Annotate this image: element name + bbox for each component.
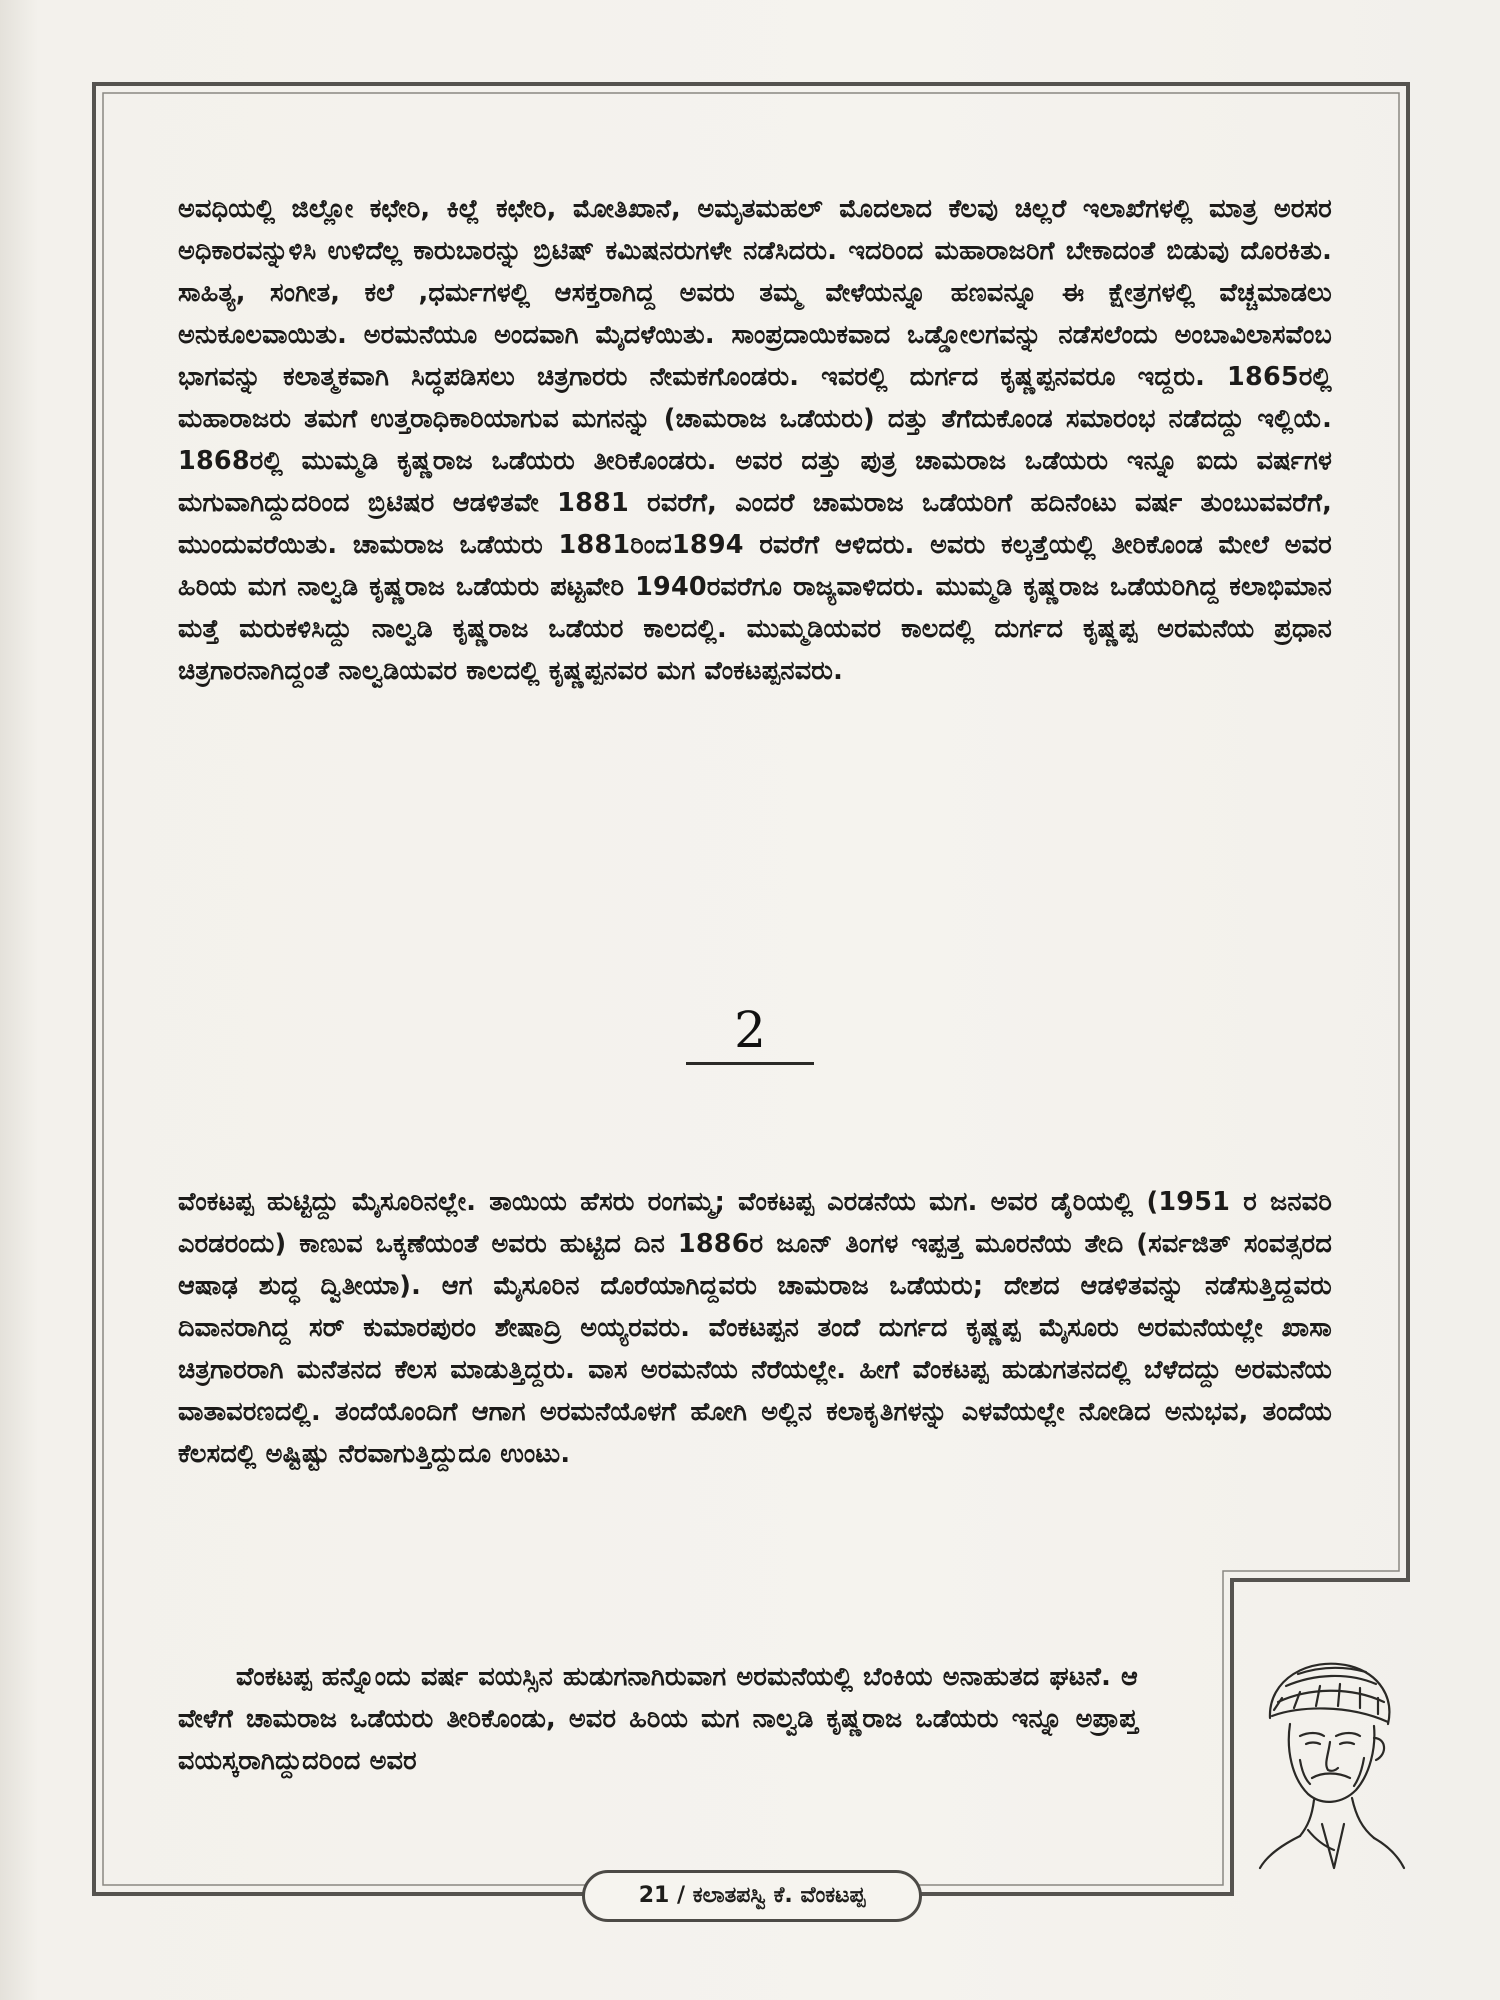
section-number: 2 [734,1001,766,1059]
page-footer-label: 21 / ಕಲಾತಪಸ್ವಿ ಕೆ. ವೆಂಕಟಪ್ಪ [582,1870,922,1922]
paragraph-history: ಅವಧಿಯಲ್ಲಿ ಜಿಲ್ಲೋ ಕಛೇರಿ, ಕಿಲ್ಲೆ ಕಛೇರಿ, ಮೋತಿಖಾನೆ, ಅಮೃತಮಹಲ್ ಮೊದಲಾದ ಕೆಲವು ಚಿಲ್ಲರೆ ಇಲಾಖೆಗಳಲ್ಲಿ ಮಾತ್ರ ಅರಸರ ಅಧಿಕಾರವನ್ನುಳಿಸಿ ಉಳಿದೆಲ್ಲ ಕಾರುಬಾರನ್ನು ಬ್ರಿಟಿಷ್ ಕಮಿಷನರುಗಳೇ ನಡೆಸಿದರು. ಇದರಿಂದ ಮಹಾರಾಜರಿಗೆ ಬೇಕಾದಂತೆ ಬಿಡುವು ದೊರಕಿತು. ಸಾಹಿತ್ಯ, ಸಂಗೀತ, ಕಲೆ ,ಧರ್ಮಗಳಲ್ಲಿ ಆಸಕ್ತರಾಗಿದ್ದ ಅವರು ತಮ್ಮ ವೇಳೆಯನ್ನೂ ಹಣವನ್ನೂ ಈ ಕ್ಷೇತ್ರಗಳಲ್ಲಿ ವೆಚ್ಚಮಾಡಲು ಅನುಕೂಲವಾಯಿತು. ಅರಮನೆಯೂ ಅಂದವಾಗಿ ಮೈದಳೆಯಿತು. ಸಾಂಪ್ರದಾಯಿಕವಾದ ಒಡ್ಡೋಲಗವನ್ನು ನಡೆಸಲೆಂದು ಅಂಬಾವಿಲಾಸವೆಂಬ ಭಾಗವನ್ನು ಕಲಾತ್ಮಕವಾಗಿ ಸಿದ್ಧಪಡಿಸಲು ಚಿತ್ರಗಾರರು ನೇಮಕಗೊಂಡರು. ಇವರಲ್ಲಿ ದುರ್ಗದ ಕೃಷ್ಣಪ್ಪನವರೂ ಇದ್ದರು. 1865ರಲ್ಲಿ ಮಹಾರಾಜರು ತಮಗೆ ಉತ್ತರಾಧಿಕಾರಿಯಾಗುವ ಮಗನನ್ನು (ಚಾಮರಾಜ ಒಡೆಯರು) ದತ್ತು ತೆಗೆದುಕೊಂಡ ಸಮಾರಂಭ ನಡೆದದ್ದು ಇಲ್ಲಿಯೆ. 1868ರಲ್ಲಿ ಮುಮ್ಮಡಿ ಕೃಷ್ಣರಾಜ ಒಡೆಯರು ತೀರಿಕೊಂಡರು. ಅವರ ದತ್ತು ಪುತ್ರ ಚಾಮರಾಜ ಒಡೆಯರು ಇನ್ನೂ ಐದು ವರ್ಷಗಳ ಮಗುವಾಗಿದ್ದುದರಿಂದ ಬ್ರಿಟಿಷರ ಆಡಳಿತವೇ 1881 ರವರೆಗೆ, ಎಂದರೆ ಚಾಮರಾಜ ಒಡೆಯರಿಗೆ ಹದಿನೆಂಟು ವರ್ಷ ತುಂಬುವವರೆಗೆ, ಮುಂದುವರೆಯಿತು. ಚಾಮರಾಜ ಒಡೆಯರು 1881ರಿಂದ1894 ರವರೆಗೆ ಆಳಿದರು. ಅವರು ಕಲ್ಕತ್ತೆಯಲ್ಲಿ ತೀರಿಕೊಂಡ ಮೇಲೆ ಅವರ ಹಿರಿಯ ಮಗ ನಾಲ್ವಡಿ ಕೃಷ್ಣರಾಜ ಒಡೆಯರು ಪಟ್ಟವೇರಿ 1940ರವರೆಗೂ ರಾಜ್ಯವಾಳಿದರು. ಮುಮ್ಮಡಿ ಕೃಷ್ಣರಾಜ ಒಡೆಯರಿಗಿದ್ದ ಕಲಾಭಿಮಾನ ಮತ್ತೆ ಮರುಕಳಿಸಿದ್ದು ನಾಲ್ವಡಿ ಕೃಷ್ಣರಾಜ ಒಡೆಯರ ಕಾಲದಲ್ಲಿ. ಮುಮ್ಮಡಿಯವರ ಕಾಲದಲ್ಲಿ ದುರ್ಗದ ಕೃಷ್ಣಪ್ಪ ಅರಮನೆಯ ಪ್ರಧಾನ ಚಿತ್ರಗಾರನಾಗಿದ್ದಂತೆ ನಾಲ್ವಡಿಯವರ ಕಾಲದಲ್ಲಿ ಕೃಷ್ಣಪ್ಪನವರ ಮಗ ವೆಂಕಟಪ್ಪನವರು. [178,193,1332,686]
paragraph-birth: ವೆಂಕಟಪ್ಪ ಹುಟ್ಟಿದ್ದು ಮೈಸೂರಿನಲ್ಲೇ. ತಾಯಿಯ ಹೆಸರು ರಂಗಮ್ಮ; ವೆಂಕಟಪ್ಪ ಎರಡನೆಯ ಮಗ. ಅವರ ಡೈರಿಯಲ್ಲಿ (1951 ರ ಜನವರಿ ಎರಡರಂದು) ಕಾಣುವ ಒಕ್ಕಣೆಯಂತೆ ಅವರು ಹುಟ್ಟಿದ ದಿನ 1886ರ ಜೂನ್ ತಿಂಗಳ ಇಪ್ಪತ್ತ ಮೂರನೆಯ ತೇದಿ (ಸರ್ವಜಿತ್ ಸಂವತ್ಸರದ ಆಷಾಢ ಶುದ್ಧ ದ್ವಿತೀಯಾ). ಆಗ ಮೈಸೂರಿನ ದೊರೆಯಾಗಿದ್ದವರು ಚಾಮರಾಜ ಒಡೆಯರು; ದೇಶದ ಆಡಳಿತವನ್ನು ನಡೆಸುತ್ತಿದ್ದವರು ದಿವಾನರಾಗಿದ್ದ ಸರ್ ಕುಮಾರಪುರಂ ಶೇಷಾದ್ರಿ ಅಯ್ಯರವರು. ವೆಂಕಟಪ್ಪನ ತಂದೆ ದುರ್ಗದ ಕೃಷ್ಣಪ್ಪ ಮೈಸೂರು ಅರಮನೆಯಲ್ಲೇ ಖಾಸಾ ಚಿತ್ರಗಾರರಾಗಿ ಮನೆತನದ ಕೆಲಸ ಮಾಡುತ್ತಿದ್ದರು. ವಾಸ ಅರಮನೆಯ ನೆರೆಯಲ್ಲೇ. ಹೀಗೆ ವೆಂಕಟಪ್ಪ ಹುಡುಗತನದಲ್ಲಿ ಬೆಳೆದದ್ದು ಅರಮನೆಯ ವಾತಾವರಣದಲ್ಲಿ. ತಂದೆಯೊಂದಿಗೆ ಆಗಾಗ ಅರಮನೆಯೊಳಗೆ ಹೋಗಿ ಅಲ್ಲಿನ ಕಲಾಕೃತಿಗಳನ್ನು ಎಳವೆಯಲ್ಲೇ ನೋಡಿದ ಅನುಭವ, ತಂದೆಯ ಕೆಲಸದಲ್ಲಿ ಅಷ್ಟಿಷ್ಟು ನೆರವಾಗುತ್ತಿದ್ದುದೂ ಉಂಟು. [178,1186,1332,1469]
portrait-sketch-icon [1238,1640,1408,1870]
section-divider [686,1062,814,1065]
paragraph-fire-incident: ವೆಂಕಟಪ್ಪ ಹನ್ನೊಂದು ವರ್ಷ ವಯಸ್ಸಿನ ಹುಡುಗನಾಗಿರುವಾಗ ಅರಮನೆಯಲ್ಲಿ ಬೆಂಕಿಯ ಅನಾಹುತದ ಘಟನೆ. ಆ ವೇಳೆಗೆ ಚಾಮರಾಜ ಒಡೆಯರು ತೀರಿಕೊಂಡು, ಅವರ ಹಿರಿಯ ಮಗ ನಾಲ್ವಡಿ ಕೃಷ್ಣರಾಜ ಒಡೆಯರು ಇನ್ನೂ ಅಪ್ರಾಪ್ತ ವಯಸ್ಕರಾಗಿದ್ದುದರಿಂದ ಅವರ [178,1661,1138,1776]
